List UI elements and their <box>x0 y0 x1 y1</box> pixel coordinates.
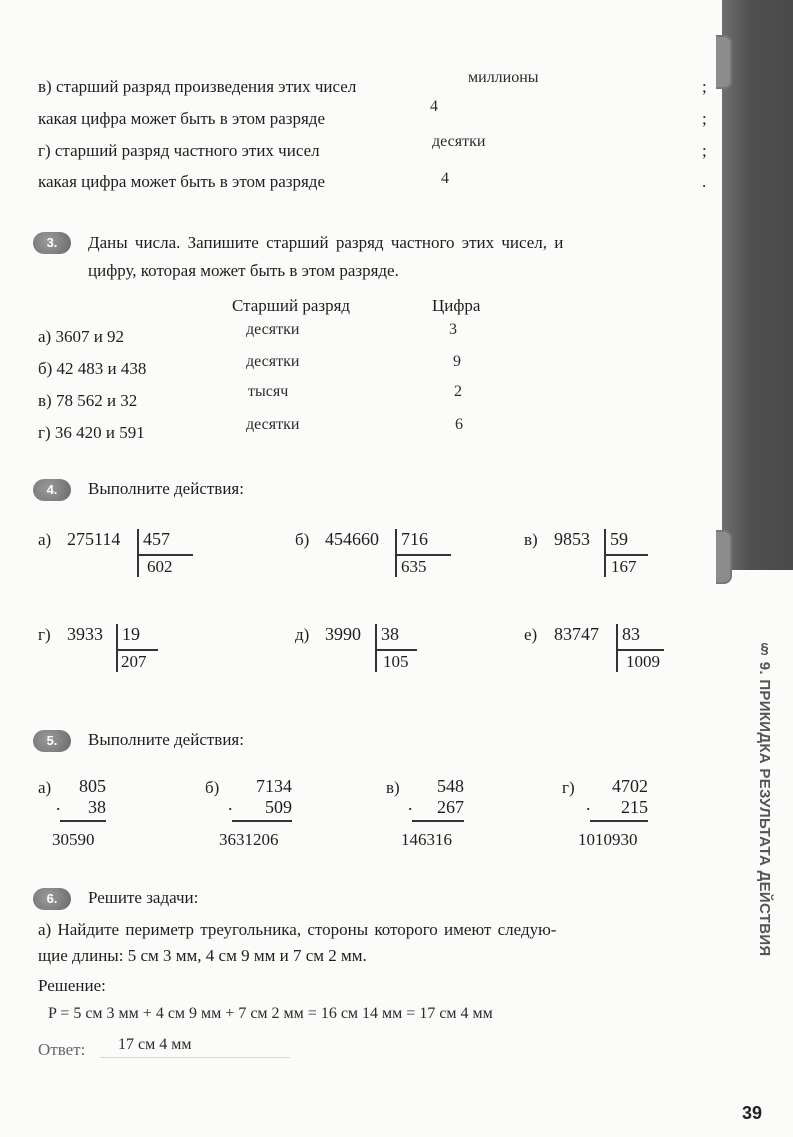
task3-col-rank: Старший разряд <box>232 296 351 315</box>
sidebar-tab-top <box>716 35 732 89</box>
task6-solution-label: Решение: <box>38 976 106 995</box>
division-line <box>395 554 451 556</box>
task3-row-a-rank: десятки <box>246 321 300 338</box>
task3-row-c-rank: тысяч <box>248 383 289 400</box>
task3-row-b-digit: 9 <box>453 353 461 370</box>
dividend: 9853 <box>554 529 590 549</box>
task4-e-label: е) <box>524 625 538 644</box>
factor-1: 4702 <box>612 776 648 796</box>
task3-row-b-rank: десятки <box>246 353 300 370</box>
task5-a-multiplication <box>56 776 106 822</box>
multiply-dot: . <box>586 794 591 814</box>
line-g-answer: десятки <box>432 133 486 150</box>
factor-2: 215 <box>621 797 648 817</box>
task5-b-multiplication <box>228 776 292 822</box>
task5-a-result: 30590 <box>52 830 95 849</box>
line-v-digit-label: какая цифра может быть в этом разряде <box>38 109 325 128</box>
multiply-dot: . <box>56 794 61 814</box>
line-v-label: в) старший разряд произведения этих чисел <box>38 77 357 96</box>
dividend: 454660 <box>325 529 379 549</box>
task4-d-label: д) <box>295 625 310 644</box>
task5-b-label: б) <box>205 778 220 797</box>
task5-v-result: 146316 <box>401 830 452 849</box>
task6-solution: P = 5 см 3 мм + 4 см 9 мм + 7 см 2 мм = 16 см 14 мм = 17 см 4 мм <box>48 1005 493 1022</box>
multiplication-line <box>412 820 464 822</box>
task5-a-label: а) <box>38 778 52 797</box>
line-g-label: г) старший разряд частного этих чисел <box>38 141 320 160</box>
division-line <box>375 649 417 651</box>
factor-1: 7134 <box>256 776 292 796</box>
factor-2: 267 <box>437 797 464 817</box>
divisor: 59 <box>610 529 628 549</box>
quotient: 635 <box>401 557 427 576</box>
quotient: 105 <box>383 652 409 671</box>
task6-text: Решите задачи: <box>88 888 199 907</box>
task5-v-label: в) <box>386 778 400 797</box>
factor-2: 38 <box>88 797 106 817</box>
task6-badge: 6. <box>33 888 71 910</box>
task3-row-d-label: г) 36 420 и 591 <box>38 423 145 442</box>
sidebar-band <box>722 0 793 570</box>
task3-badge: 3. <box>33 232 71 254</box>
task3-row-d-rank: десятки <box>246 416 300 433</box>
divisor: 83 <box>622 624 640 644</box>
quotient: 1009 <box>626 652 660 671</box>
task3-row-a-digit: 3 <box>449 321 457 338</box>
multiplication-line <box>232 820 292 822</box>
task3-row-c-digit: 2 <box>454 383 462 400</box>
quotient: 602 <box>147 557 173 576</box>
quotient: 167 <box>611 557 637 576</box>
answer-underline <box>100 1057 290 1058</box>
task4-v-label: в) <box>524 530 538 549</box>
task4-text: Выполните действия: <box>88 479 244 498</box>
line-g-digit-label: какая цифра может быть в этом разряде <box>38 172 325 191</box>
task5-v-multiplication <box>408 776 464 822</box>
task6-problem-2: щие длины: 5 см 3 мм, 4 см 9 мм и 7 см 2 мм. <box>38 946 367 965</box>
section-title: § 9. ПРИКИДКА РЕЗУЛЬТАТА ДЕЙСТВИЯ <box>756 640 773 957</box>
line-v-answer: миллионы <box>468 69 539 86</box>
multiplication-line <box>60 820 106 822</box>
page-number: 39 <box>742 1103 763 1123</box>
task5-b-result: 3631206 <box>219 830 279 849</box>
task6-answer: 17 см 4 мм <box>118 1036 192 1053</box>
sidebar-tab-bottom <box>716 530 732 584</box>
task5-g-label: г) <box>562 778 575 797</box>
task3-text-1: Даны числа. Запишите старший разряд частного этих чисел, и <box>88 233 564 252</box>
multiplication-line <box>590 820 648 822</box>
dividend: 3933 <box>67 624 103 644</box>
task5-g-result: 1010930 <box>578 830 638 849</box>
semicolon-1: ; <box>702 77 707 96</box>
task6-problem-1: а) Найдите периметр треугольника, стороны которого имеют следую- <box>38 920 557 939</box>
task5-badge: 5. <box>33 730 71 752</box>
factor-1: 805 <box>79 776 106 796</box>
task4-b-label: б) <box>295 530 310 549</box>
period-end: . <box>702 172 707 191</box>
multiply-dot: . <box>408 794 413 814</box>
dividend: 83747 <box>554 624 599 644</box>
divisor: 716 <box>401 529 428 549</box>
semicolon-2: ; <box>702 109 707 128</box>
division-line <box>137 554 193 556</box>
task3-row-c-label: в) 78 562 и 32 <box>38 391 138 410</box>
divisor: 19 <box>122 624 140 644</box>
division-line <box>616 649 664 651</box>
line-g-digit-answer: 4 <box>441 170 449 187</box>
division-line <box>604 554 648 556</box>
task5-g-multiplication <box>586 776 648 822</box>
line-v-digit-answer: 4 <box>430 98 438 115</box>
task3-row-a-label: а) 3607 и 92 <box>38 327 125 346</box>
task6-answer-label: Ответ: <box>38 1040 86 1059</box>
task4-badge: 4. <box>33 479 71 501</box>
task4-g-label: г) <box>38 625 51 644</box>
semicolon-3: ; <box>702 141 707 160</box>
divisor: 457 <box>143 529 170 549</box>
task5-text: Выполните действия: <box>88 730 244 749</box>
factor-1: 548 <box>437 776 464 796</box>
task3-row-d-digit: 6 <box>455 416 463 433</box>
divisor: 38 <box>381 624 399 644</box>
factor-2: 509 <box>265 797 292 817</box>
task3-col-digit: Цифра <box>432 296 481 315</box>
dividend: 3990 <box>325 624 361 644</box>
dividend: 275114 <box>67 529 121 549</box>
quotient: 207 <box>121 652 147 671</box>
task3-row-b-label: б) 42 483 и 438 <box>38 359 147 378</box>
task4-a-label: а) <box>38 530 52 549</box>
division-line <box>116 649 158 651</box>
multiply-dot: . <box>228 794 233 814</box>
task3-text-2: цифру, которая может быть в этом разряде. <box>88 261 399 280</box>
